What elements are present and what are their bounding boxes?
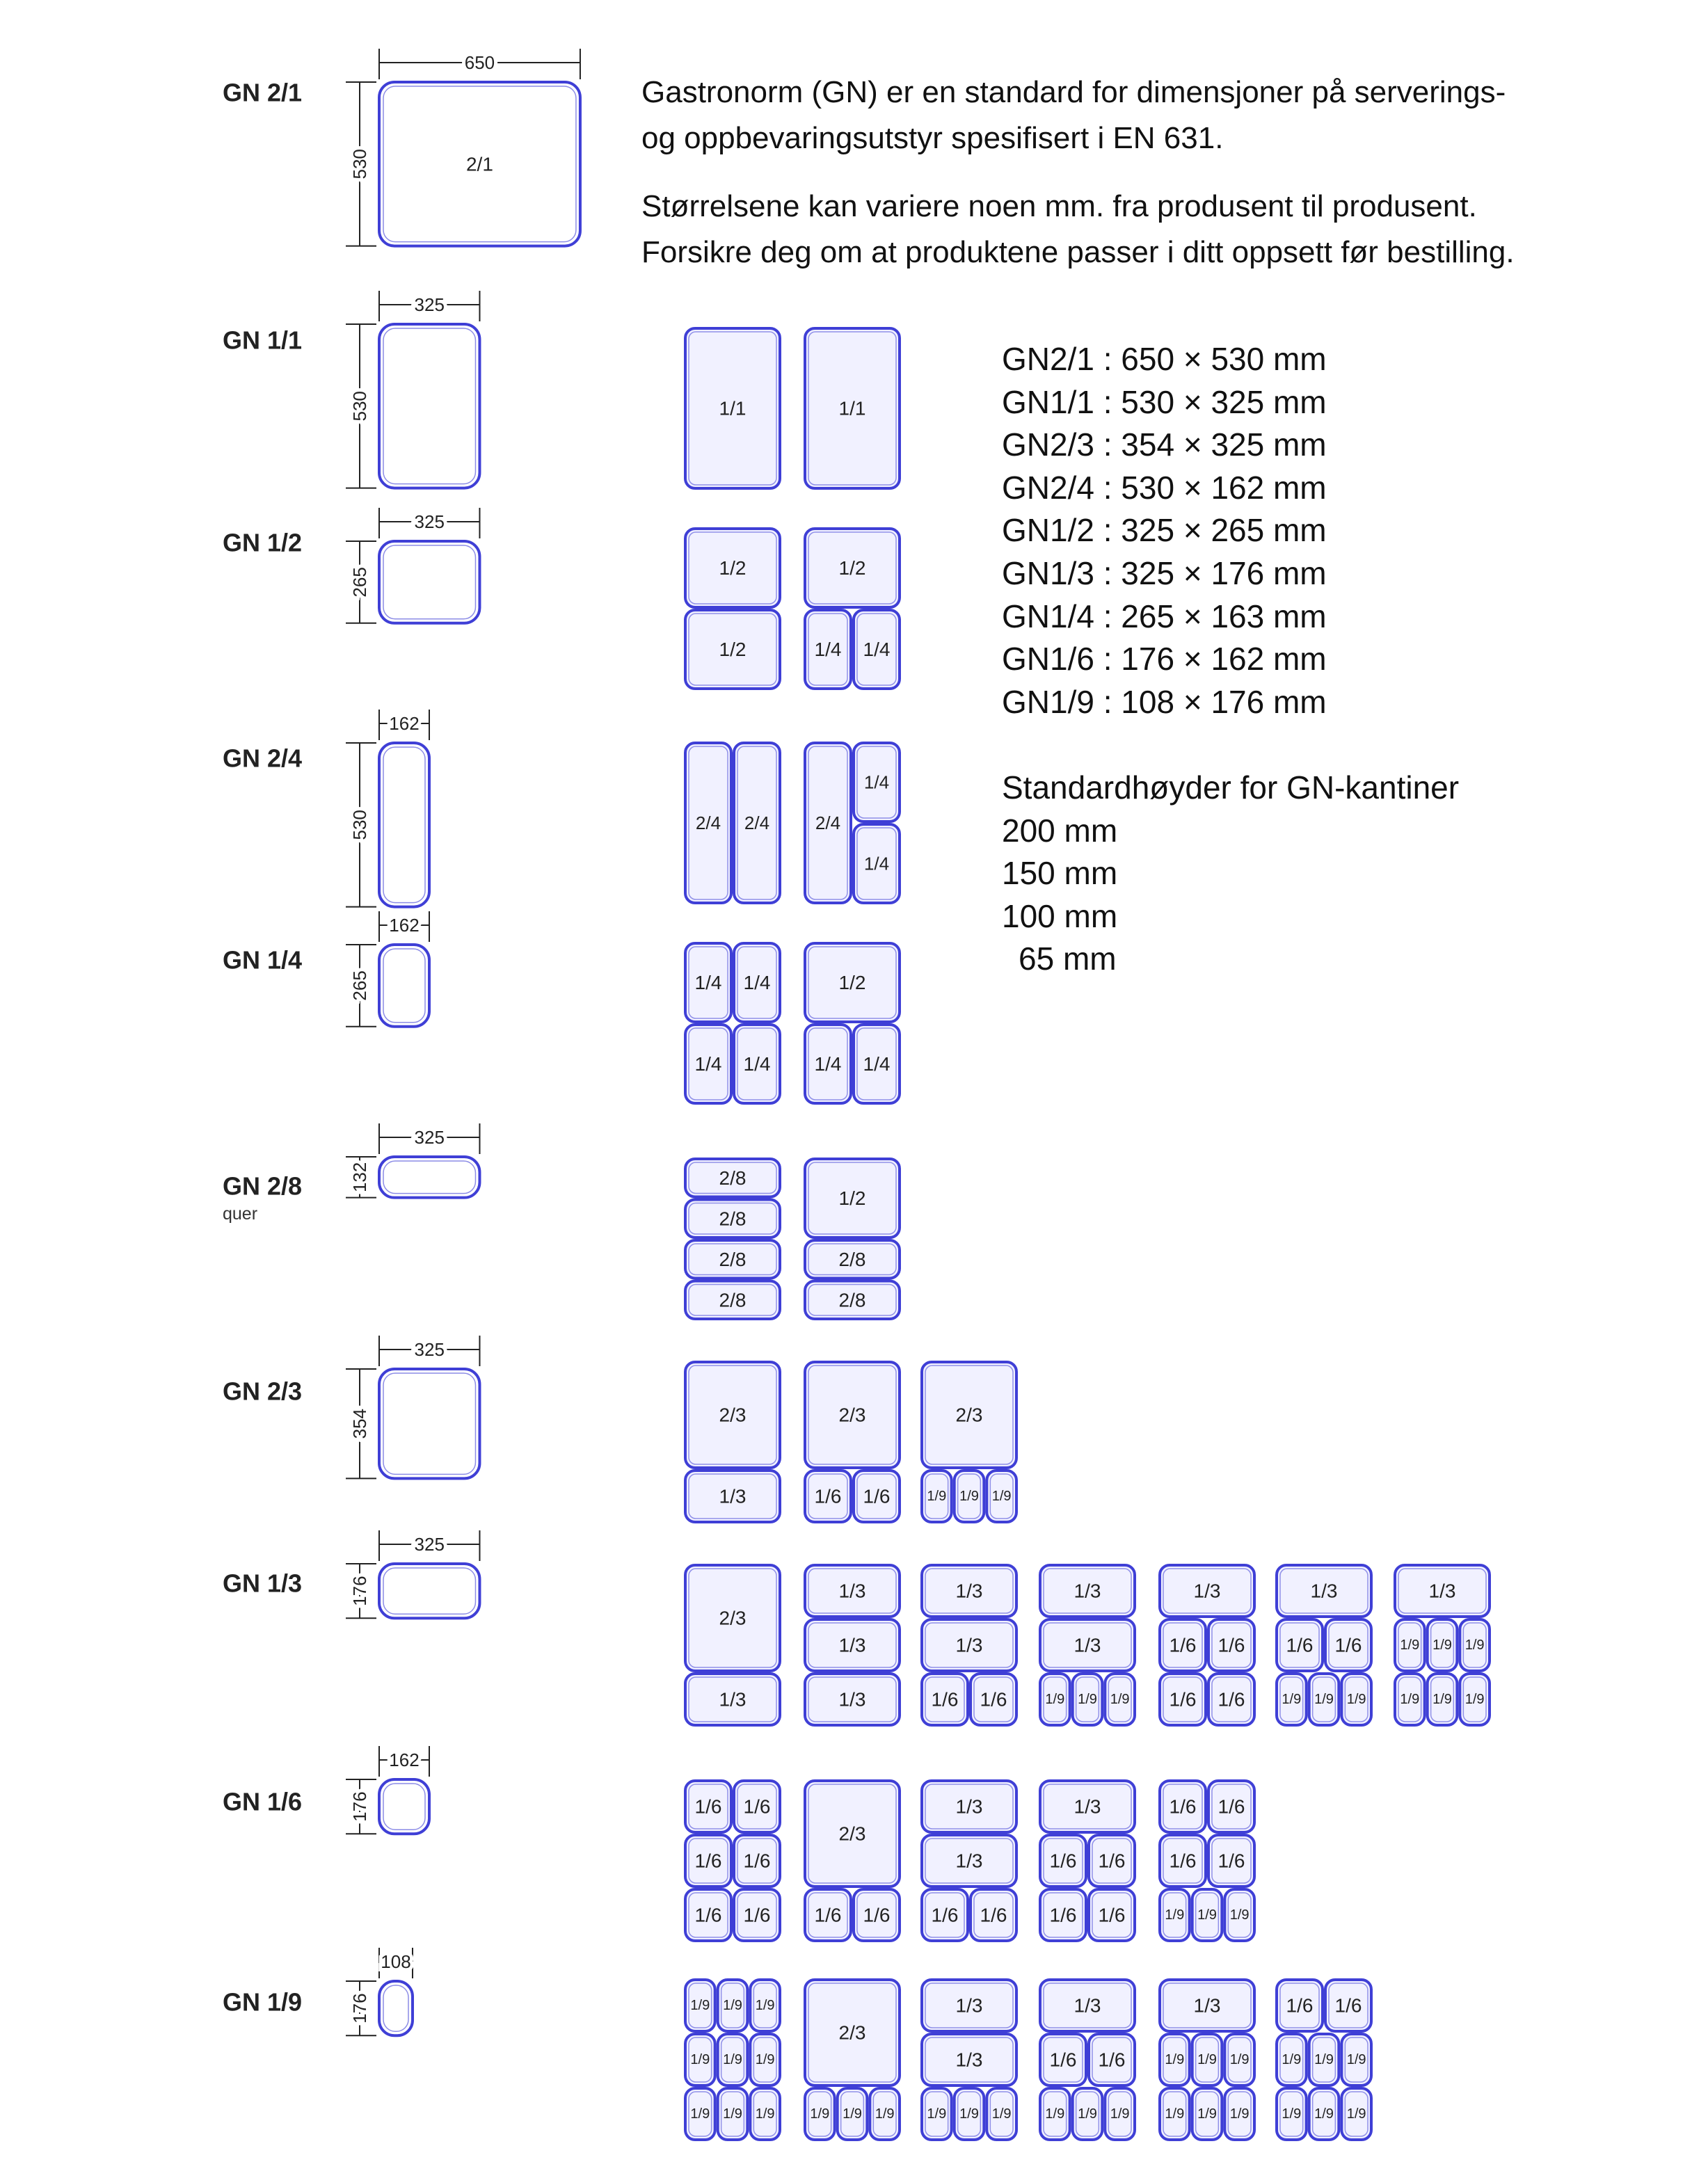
pan-label: 1/2 [719, 639, 747, 660]
pan-label: 2/3 [719, 1607, 747, 1629]
pan-label: 1/3 [1193, 1580, 1221, 1602]
pan-label: 1/9 [1110, 1692, 1130, 1707]
pan-label: 1/9 [1229, 1907, 1250, 1923]
pan-label: 1/3 [1074, 1580, 1101, 1602]
pan-label: 1/6 [863, 1904, 891, 1926]
pan-label: 1/9 [1282, 1692, 1302, 1707]
pan-size-label: GN 1/4 [223, 945, 303, 975]
pan-label: 1/9 [1197, 1907, 1217, 1923]
pan-label: 1/1 [838, 397, 866, 419]
pan-label: 1/4 [863, 1053, 891, 1075]
pan-label: 1/3 [955, 1634, 983, 1656]
pan-label: 1/6 [863, 1485, 891, 1507]
pan-label: 1/4 [814, 639, 842, 660]
height-dimension-value: 530 [349, 149, 370, 179]
pan-label: 2/3 [838, 1404, 866, 1426]
pan-label: 1/9 [1165, 2106, 1185, 2122]
pan-label: 2/4 [815, 812, 841, 833]
pan-label: 1/9 [723, 2106, 742, 2122]
height-dimension-value: 176 [349, 1791, 370, 1822]
pan-label: 1/9 [1165, 1907, 1185, 1923]
pan-size-label: GN 1/9 [223, 1987, 303, 2017]
pan-label: 1/4 [863, 771, 890, 793]
pan-label: 1/9 [690, 2106, 710, 2122]
pan-label: 1/9 [1282, 2052, 1302, 2067]
pan-label: 1/2 [719, 557, 747, 579]
pan-outline [379, 324, 479, 488]
height-dimension-value: 132 [349, 1162, 370, 1193]
pan-label: 1/6 [931, 1688, 959, 1711]
pan-label: 1/9 [1314, 2052, 1334, 2067]
pan-label: 1/6 [1098, 1850, 1126, 1872]
intro-line: og oppbevaringsutstyr spesifisert i EN 631. [641, 121, 1224, 155]
height-value: 65 mm [1019, 940, 1117, 977]
pan-label: 1/3 [955, 1994, 983, 2017]
pan-label: 1/6 [1218, 1634, 1245, 1656]
width-dimension-value: 325 [414, 1534, 445, 1555]
pan-label: 1/6 [1334, 1634, 1362, 1656]
pan-label: 1/6 [694, 1795, 722, 1818]
width-dimension-value: 162 [389, 1749, 420, 1770]
pan-label: 1/9 [1165, 2052, 1185, 2067]
pan-label: 2/3 [719, 1404, 747, 1426]
pan-label: 1/6 [814, 1904, 842, 1926]
pan-label: 1/3 [955, 1580, 983, 1602]
pan-label: 1/3 [1074, 1994, 1101, 2017]
pan-label: 1/9 [959, 2106, 979, 2122]
width-dimension-value: 162 [389, 713, 420, 734]
pan-label: 1/3 [1074, 1795, 1101, 1818]
pan-label: 1/3 [719, 1485, 747, 1507]
pan-size-label: GN 2/1 [223, 78, 303, 107]
pan-label: 1/4 [743, 972, 771, 993]
pan-label: 1/6 [743, 1850, 771, 1872]
pan-label: 1/6 [931, 1904, 959, 1926]
pan-size-label: GN 2/4 [223, 744, 303, 773]
pan-label: 1/9 [927, 2106, 947, 2122]
height-value: 200 mm [1002, 812, 1118, 849]
pan-size-label: GN 2/8 [223, 1171, 303, 1201]
pan-label: 2/4 [744, 812, 770, 833]
pan-label: 1/9 [755, 2106, 775, 2122]
pan-label: 1/3 [838, 1688, 866, 1711]
width-dimension-value: 325 [414, 294, 445, 315]
height-dimension-value: 176 [349, 1576, 370, 1606]
intro-line: Gastronorm (GN) er en standard for dimensjoner på serverings- [641, 75, 1506, 109]
pan-label: 1/9 [843, 2106, 862, 2122]
size-spec-line: GN1/2 : 325 × 265 mm [1002, 512, 1327, 549]
pan-label: 1/2 [838, 557, 866, 579]
pan-label: 2/4 [695, 812, 721, 833]
pan-label: 1/6 [1286, 1634, 1314, 1656]
pan-label: 2/8 [719, 1208, 747, 1230]
pan-label: 1/9 [927, 1489, 947, 1504]
pan-label: 1/9 [1110, 2106, 1130, 2122]
pan-label: 1/9 [1346, 2052, 1366, 2067]
pan-size-label: GN 1/6 [223, 1787, 303, 1816]
pan-label: 1/6 [694, 1904, 722, 1926]
height-dimension-value: 530 [349, 810, 370, 840]
pan-label: 1/6 [743, 1795, 771, 1818]
size-spec-line: GN1/9 : 108 × 176 mm [1002, 683, 1327, 720]
pan-label: 1/4 [694, 1053, 722, 1075]
pan-label: 1/6 [980, 1904, 1007, 1926]
pan-label: 1/6 [1049, 1850, 1077, 1872]
pan-label: 1/9 [1282, 2106, 1302, 2122]
pan-label: 1/4 [814, 1053, 842, 1075]
height-value: 150 mm [1002, 855, 1118, 892]
height-dimension-value: 265 [349, 970, 370, 1001]
pan-label: 1/3 [1074, 1634, 1101, 1656]
pan-label: 1/9 [1346, 2106, 1366, 2122]
intro-line: Størrelsene kan variere noen mm. fra produsent til produsent. [641, 189, 1477, 223]
pan-label: 1/6 [743, 1904, 771, 1926]
pan-label: 1/9 [1400, 1692, 1420, 1707]
pan-label: 1/9 [1197, 2052, 1217, 2067]
pan-outline [379, 541, 479, 623]
width-dimension-value: 325 [414, 511, 445, 532]
pan-label: 1/9 [755, 2052, 775, 2067]
pan-label: 2/8 [719, 1167, 747, 1189]
pan-label: 1/9 [991, 1489, 1012, 1504]
pan-size-sublabel: quer [223, 1204, 258, 1224]
pan-size-label: GN 2/3 [223, 1377, 303, 1406]
intro-line: Forsikre deg om at produktene passer i ditt oppsett før bestilling. [641, 235, 1515, 269]
pan-label: 1/9 [1045, 1692, 1065, 1707]
pan-label: 1/6 [1098, 1904, 1126, 1926]
pan-label: 1/3 [1428, 1580, 1456, 1602]
pan-size-label: GN 1/2 [223, 528, 303, 557]
pan-label: 1/1 [719, 397, 747, 419]
pan-label: 1/9 [1229, 2052, 1250, 2067]
pan-inner-label: 2/1 [465, 153, 493, 175]
size-spec-line: GN2/1 : 650 × 530 mm [1002, 341, 1327, 377]
pan-label: 1/6 [980, 1688, 1007, 1711]
pan-label: 1/9 [1078, 2106, 1097, 2122]
pan-label: 2/8 [719, 1289, 747, 1311]
pan-outline [379, 1369, 479, 1478]
pan-label: 1/6 [1049, 2049, 1077, 2071]
pan-label: 2/3 [838, 2021, 866, 2044]
pan-label: 1/9 [723, 2052, 742, 2067]
pan-label: 1/6 [1169, 1795, 1197, 1818]
pan-label: 1/3 [838, 1634, 866, 1656]
pan-label: 1/6 [1098, 2049, 1126, 2071]
pan-label: 1/9 [875, 2106, 895, 2122]
height-dimension-value: 354 [349, 1408, 370, 1439]
pan-outline [379, 1564, 479, 1618]
pan-label: 1/3 [719, 1688, 747, 1711]
size-spec-line: GN1/3 : 325 × 176 mm [1002, 554, 1327, 591]
size-spec-line: GN1/1 : 530 × 325 mm [1002, 383, 1327, 420]
width-dimension-value: 108 [381, 1951, 411, 1972]
pan-label: 2/8 [838, 1248, 866, 1270]
pan-label: 1/9 [1464, 1692, 1485, 1707]
pan-label: 1/9 [690, 1998, 710, 2013]
pan-label: 1/9 [1229, 2106, 1250, 2122]
pan-label: 1/3 [955, 2049, 983, 2071]
pan-label: 1/4 [694, 972, 722, 993]
pan-label: 1/6 [1286, 1994, 1314, 2017]
pan-label: 1/4 [863, 639, 891, 660]
pan-size-label: GN 1/3 [223, 1569, 303, 1598]
size-spec-line: GN1/6 : 176 × 162 mm [1002, 641, 1327, 678]
pan-label: 1/2 [838, 1187, 866, 1209]
width-dimension-value: 650 [464, 52, 495, 73]
pan-label: 1/9 [1314, 1692, 1334, 1707]
pan-label: 1/4 [743, 1053, 771, 1075]
width-dimension-value: 162 [389, 915, 420, 936]
size-spec-line: GN2/3 : 354 × 325 mm [1002, 426, 1327, 463]
height-dimension-value: 265 [349, 567, 370, 598]
pan-label: 1/9 [1432, 1692, 1452, 1707]
pan-label: 1/9 [1432, 1637, 1452, 1653]
pan-label: 1/6 [1049, 1904, 1077, 1926]
pan-label: 1/9 [991, 2106, 1012, 2122]
pan-label: 1/6 [1169, 1688, 1197, 1711]
height-dimension-value: 176 [349, 1993, 370, 2024]
pan-outline [379, 1157, 479, 1198]
pan-label: 2/8 [838, 1289, 866, 1311]
pan-outline [379, 1981, 413, 2035]
pan-label: 1/3 [955, 1795, 983, 1818]
pan-label: 1/9 [690, 2052, 710, 2067]
pan-label: 1/6 [1218, 1795, 1245, 1818]
pan-label: 1/6 [1169, 1850, 1197, 1872]
pan-label: 1/9 [959, 1489, 979, 1504]
pan-label: 1/4 [863, 853, 890, 874]
pan-label: 1/6 [1334, 1994, 1362, 2017]
pan-label: 1/3 [955, 1850, 983, 1872]
pan-label: 1/9 [755, 1998, 775, 2013]
pan-label: 1/9 [1400, 1637, 1420, 1653]
height-dimension-value: 530 [349, 391, 370, 422]
pan-label: 1/3 [1193, 1994, 1221, 2017]
pan-label: 1/6 [1218, 1850, 1245, 1872]
pan-size-label: GN 1/1 [223, 326, 303, 355]
width-dimension-value: 325 [414, 1127, 445, 1148]
pan-label: 1/6 [1169, 1634, 1197, 1656]
pan-label: 1/6 [694, 1850, 722, 1872]
pan-label: 1/6 [1218, 1688, 1245, 1711]
pan-label: 1/9 [1078, 1692, 1097, 1707]
pan-label: 2/3 [838, 1823, 866, 1845]
pan-label: 1/9 [1314, 2106, 1334, 2122]
pan-label: 1/3 [1310, 1580, 1338, 1602]
pan-label: 2/3 [955, 1404, 983, 1426]
pan-outline [379, 945, 429, 1027]
pan-label: 1/3 [838, 1580, 866, 1602]
pan-label: 1/9 [723, 1998, 742, 2013]
width-dimension-value: 325 [414, 1339, 445, 1360]
pan-label: 1/9 [1197, 2106, 1217, 2122]
pan-label: 1/9 [810, 2106, 830, 2122]
pan-label: 1/9 [1045, 2106, 1065, 2122]
pan-label: 2/8 [719, 1248, 747, 1270]
size-spec-line: GN1/4 : 265 × 163 mm [1002, 598, 1327, 634]
pan-label: 1/9 [1464, 1637, 1485, 1653]
heights-title: Standardhøyder for GN-kantiner [1002, 769, 1460, 806]
pan-label: 1/9 [1346, 1692, 1366, 1707]
pan-label: 1/2 [838, 972, 866, 993]
size-spec-line: GN2/4 : 530 × 162 mm [1002, 469, 1327, 506]
height-value: 100 mm [1002, 897, 1118, 934]
pan-outline [379, 743, 429, 907]
pan-label: 1/6 [814, 1485, 842, 1507]
